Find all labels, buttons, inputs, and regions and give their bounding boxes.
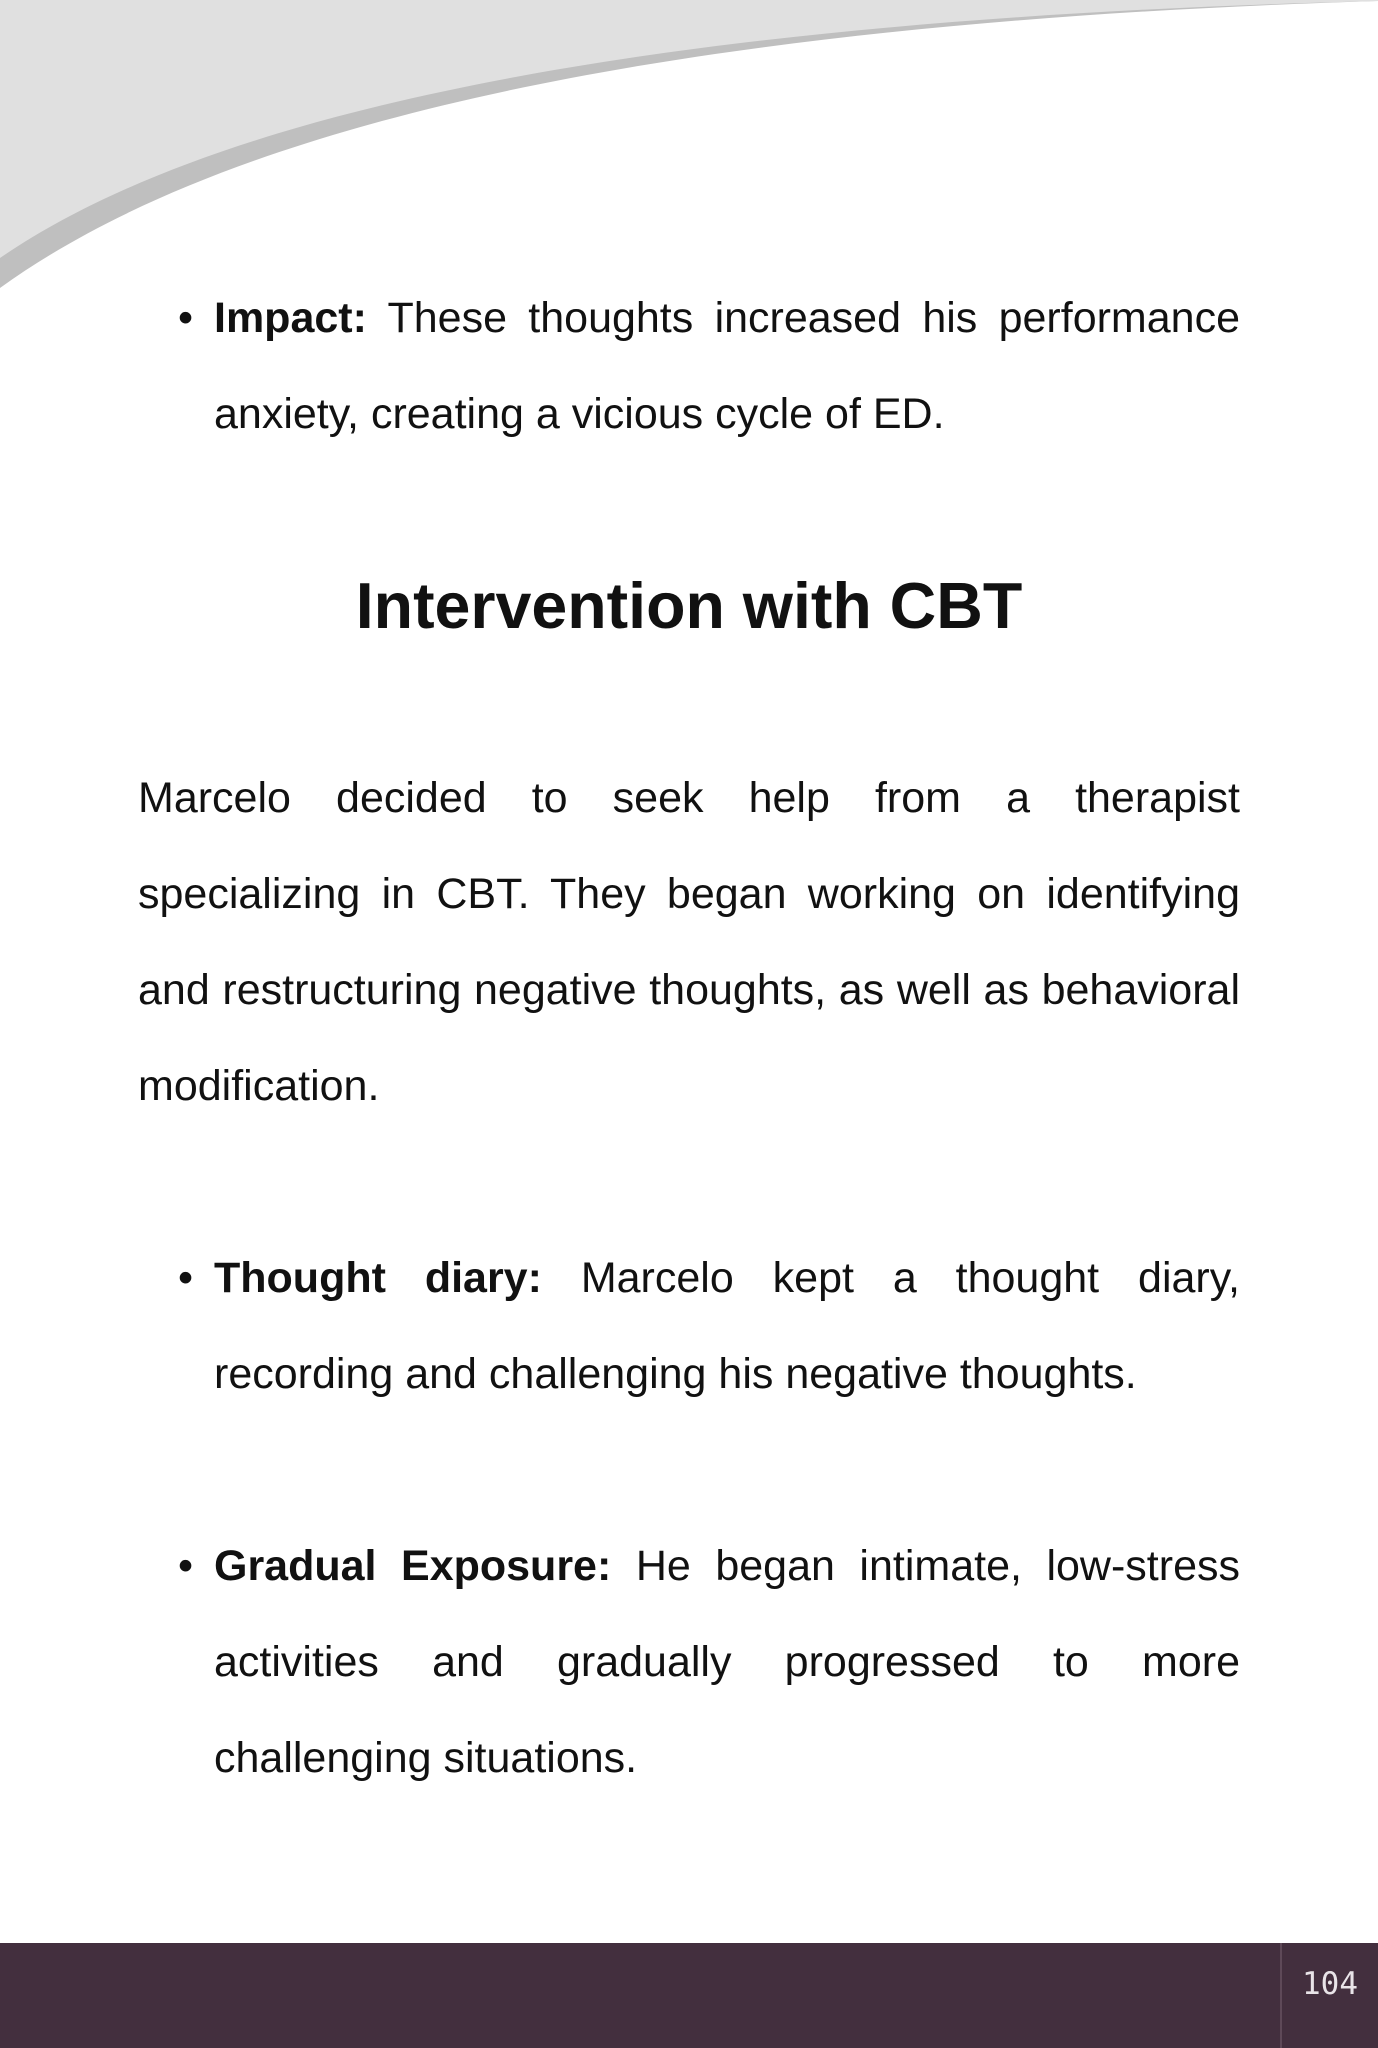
list-item-gradual-exposure	[138, 1518, 1240, 1806]
bullet-icon: •	[178, 294, 194, 342]
item-label: Impact:	[214, 294, 367, 342]
list-item-impact	[138, 270, 1240, 462]
item-text: These thoughts increased his performance anxiety, creating a vicious cycle of ED.	[214, 294, 1240, 438]
item-label: Gradual Exposure:	[214, 1542, 612, 1590]
page-content	[138, 270, 1240, 1806]
list-item-thought-diary	[138, 1230, 1240, 1422]
spacer	[138, 654, 1240, 750]
body-paragraph: Marcelo decided to seek help from a therapist specializing in CBT. They began working on identifying and restructuring negative thoughts, as well as behavioral modification.	[138, 774, 1240, 1110]
item-text: He began intimate, low-stress activities and gradually progressed to more challenging situations.	[214, 1542, 1240, 1782]
page-footer	[0, 1943, 1378, 2048]
section-heading: Intervention with CBT	[355, 570, 1023, 642]
bullet-icon: •	[178, 1254, 194, 1302]
page-number: 104	[1280, 1943, 1378, 2048]
spacer	[138, 1134, 1240, 1230]
item-label: Thought diary:	[214, 1254, 542, 1302]
item-text: Marcelo kept a thought diary, recording and challenging his negative thoughts.	[214, 1254, 1240, 1398]
spacer	[138, 1422, 1240, 1518]
bullet-icon: •	[178, 1542, 194, 1590]
spacer	[138, 462, 1240, 558]
page-corner-decoration	[0, 0, 1378, 300]
